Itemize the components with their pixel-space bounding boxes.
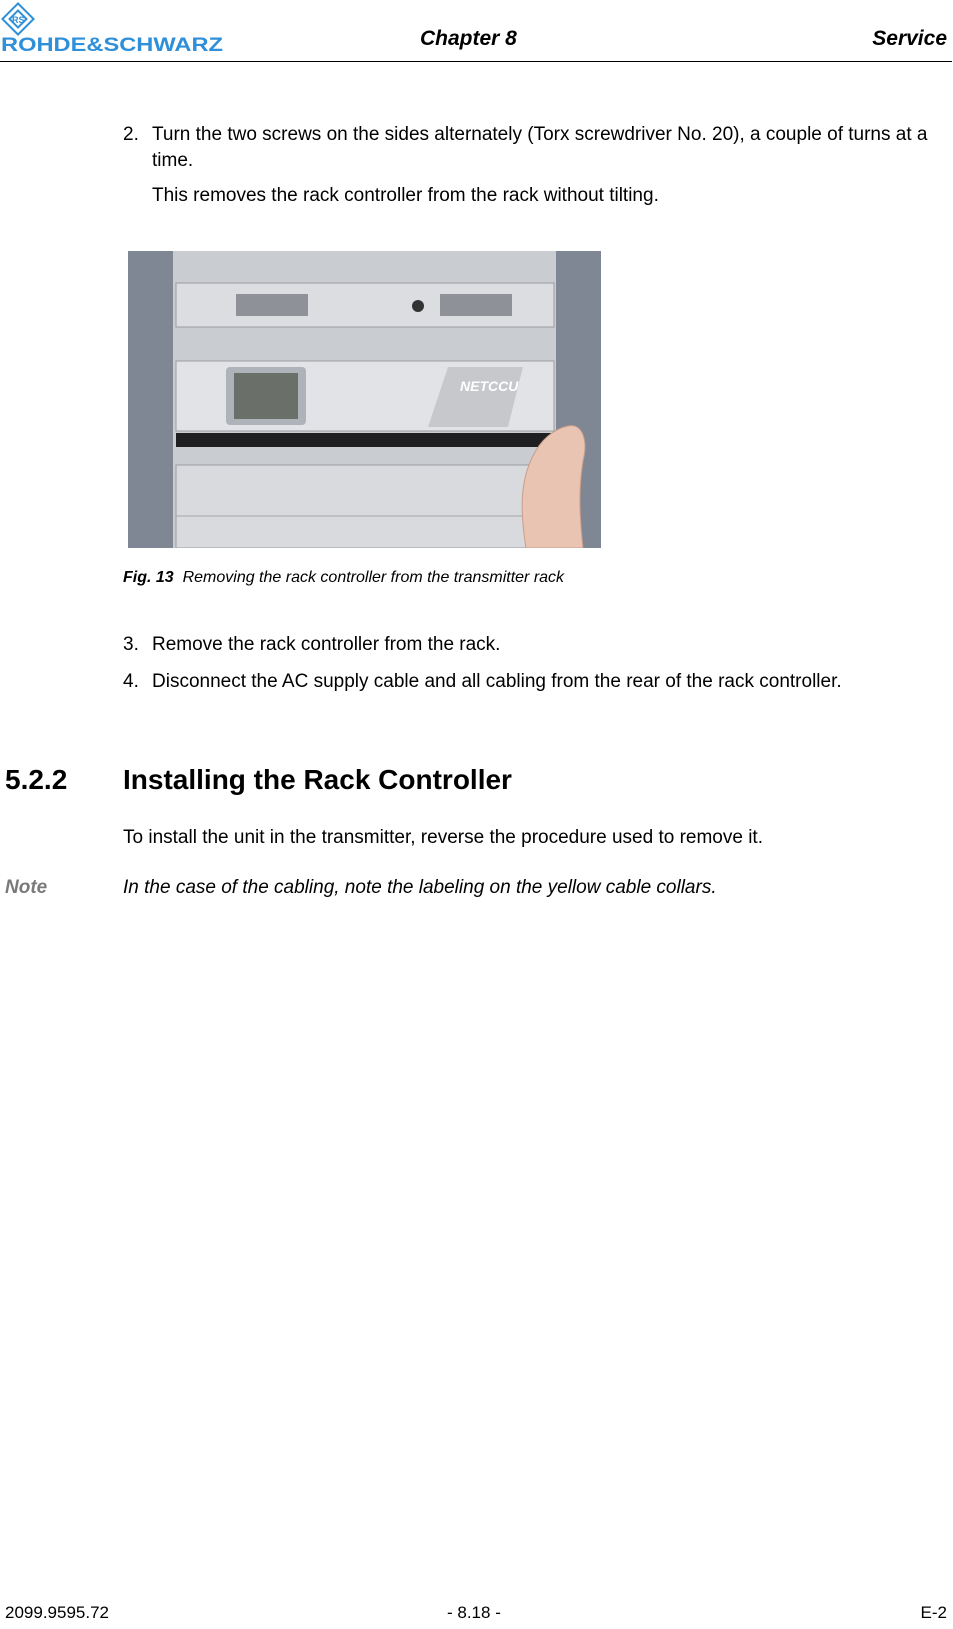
rohde-schwarz-logo: [0, 2, 226, 54]
svg-text:RS: RS: [12, 15, 25, 25]
section-number: 5.2.2: [5, 764, 68, 795]
figure-caption: [123, 569, 564, 587]
note-label: Note: [5, 877, 48, 898]
step-text: Disconnect the AC supply cable and all cabling from the rear of the rack controller.: [152, 671, 842, 692]
section-header: Service: [872, 27, 947, 50]
section-intro: To install the unit in the transmitter, reverse the procedure used to remove it.: [123, 827, 763, 848]
step-item: [123, 669, 842, 695]
figure-label: Fig. 13: [123, 569, 174, 586]
footer-edition: E-2: [920, 1603, 947, 1622]
step-item: [123, 122, 953, 174]
figure-caption-text: Removing the rack controller from the transmitter rack: [182, 569, 565, 586]
rack-illustration: [128, 251, 601, 548]
note-text: In the case of the cabling, note the labeling on the yellow cable collars.: [123, 877, 717, 898]
step-text: Remove the rack controller from the rack.: [152, 634, 501, 655]
chapter-title: Chapter 8: [420, 27, 517, 50]
step-note: This removes the rack controller from the rack without tilting.: [152, 185, 659, 206]
step-number: 2.: [123, 124, 139, 145]
footer-doc-number: 2099.9595.72: [5, 1603, 109, 1622]
step-item: [123, 632, 500, 658]
netccu-label: NETCCU: [460, 378, 519, 394]
header-divider: [0, 61, 952, 62]
logo-text: ROHDE&SCHWARZ: [1, 35, 224, 54]
step-number: 3.: [123, 634, 139, 655]
step-text: Turn the two screws on the sides alternately (Torx screwdriver No. 20), a couple of turns at a time.: [152, 124, 928, 171]
footer-page-number: - 8.18 -: [447, 1603, 501, 1622]
step-number: 4.: [123, 671, 139, 692]
figure-photo: [128, 251, 601, 548]
section-title: Installing the Rack Controller: [123, 764, 512, 795]
